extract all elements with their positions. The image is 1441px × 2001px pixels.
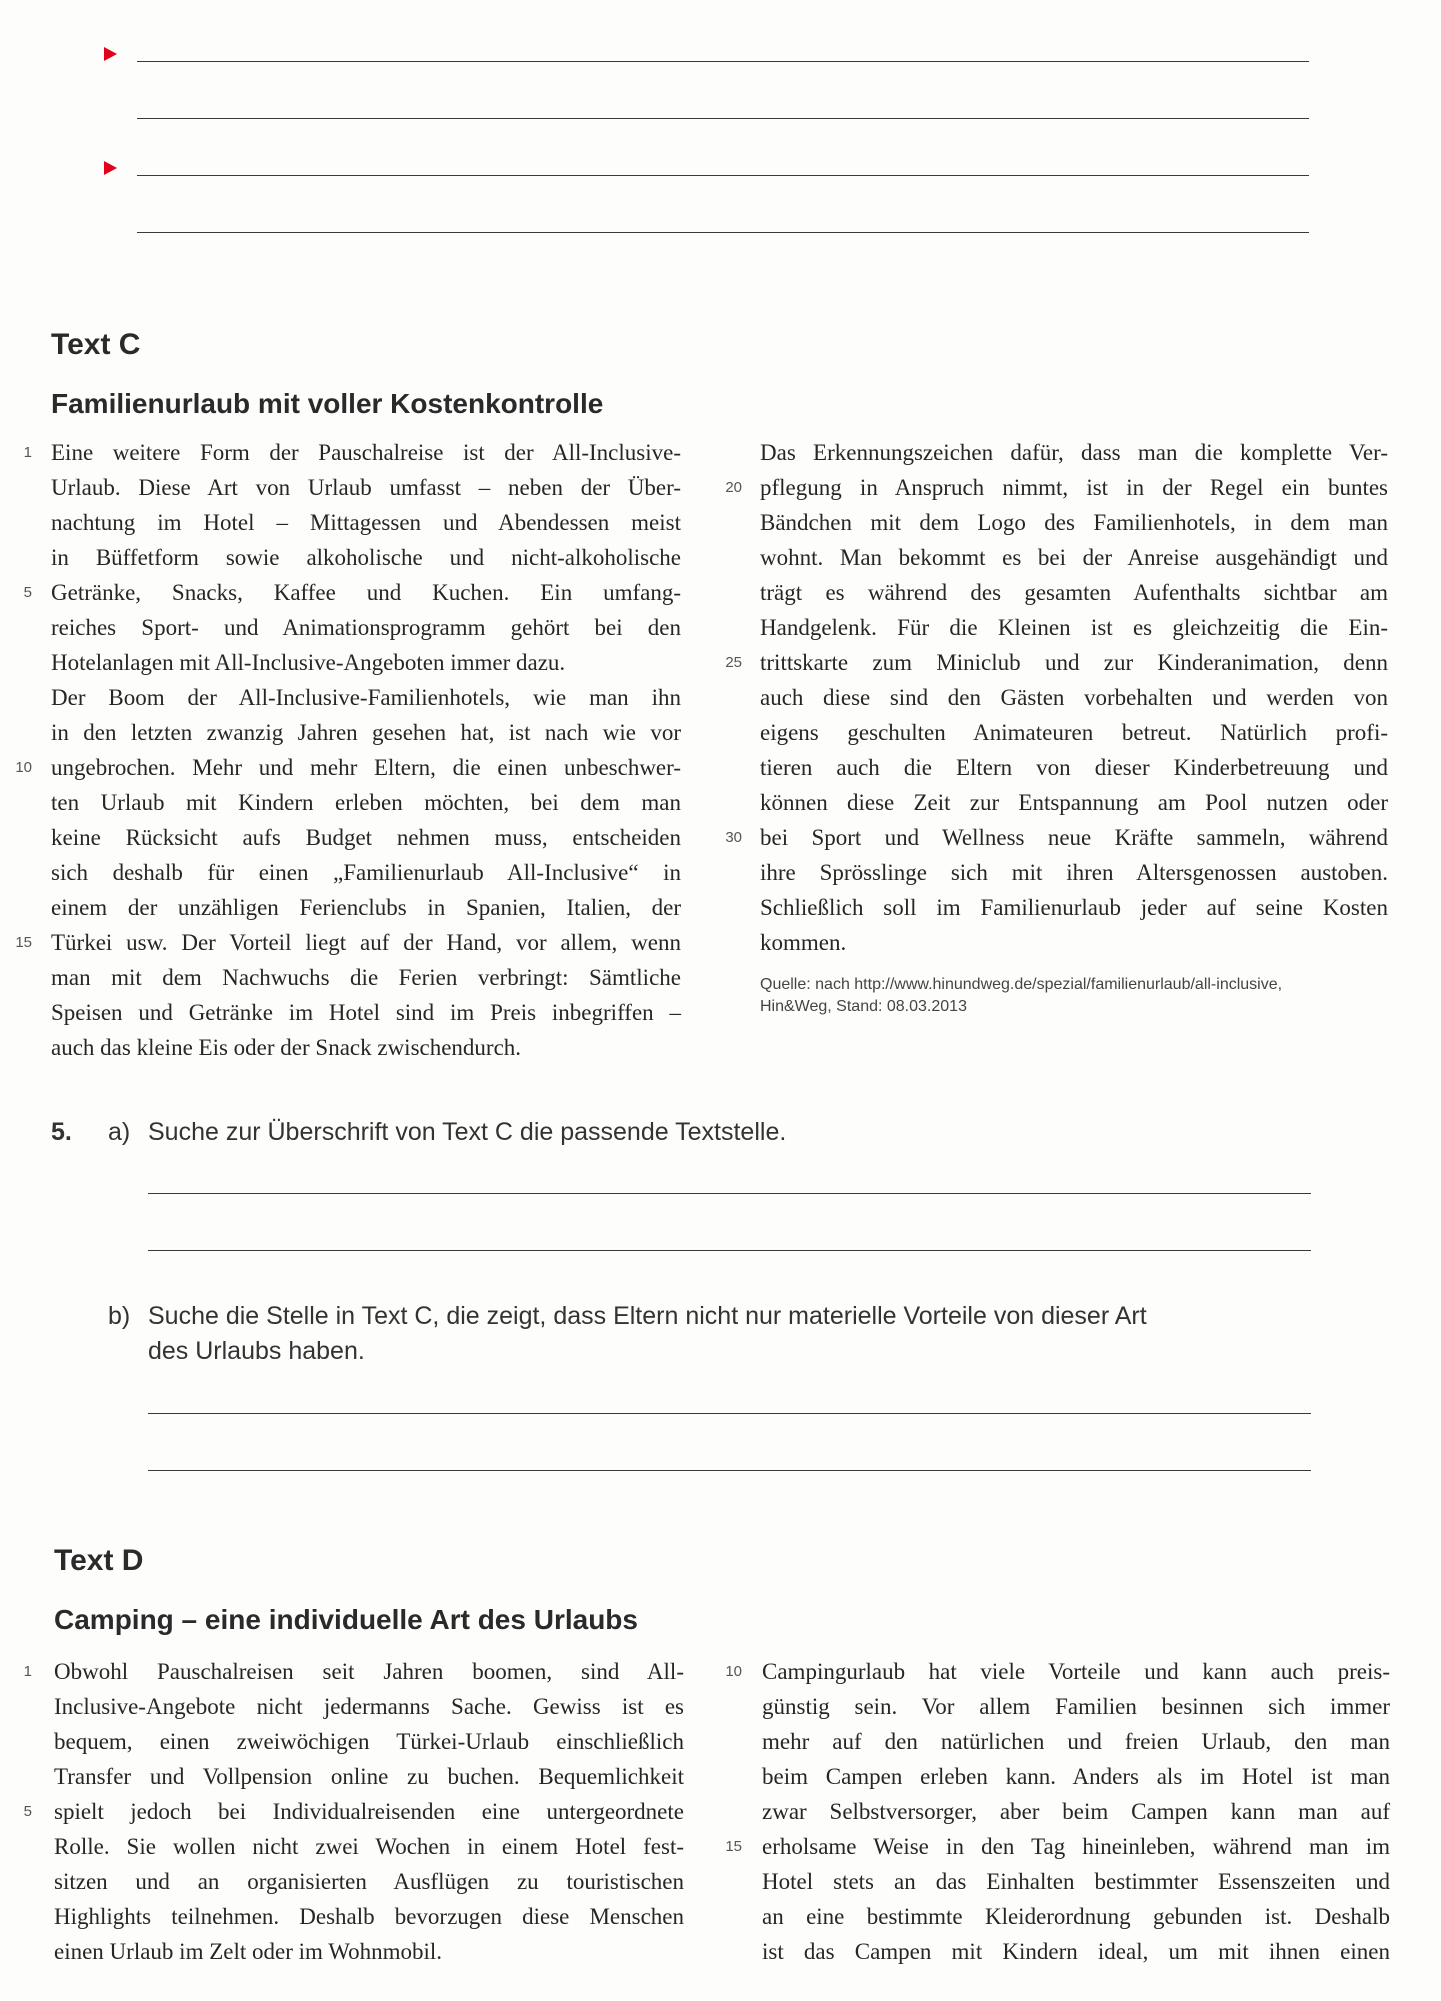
text-line: bequem, einen zweiwöchigen Türkei-Urlaub einschließlich — [54, 1729, 684, 1754]
text-line: Urlaub. Diese Art von Urlaub umfasst – neben der Über- — [51, 475, 681, 500]
line-number: 1 — [23, 444, 32, 461]
line-number: 15 — [725, 1838, 742, 1855]
answer-line[interactable] — [148, 1470, 1311, 1471]
text-line: Highlights teilnehmen. Deshalb bevorzugen diese Menschen — [54, 1904, 684, 1929]
text-line: Speisen und Getränke im Hotel sind im Preis inbegriffen – — [51, 1000, 681, 1025]
text-line: auch diese sind den Gästen vorbehalten und werden von — [760, 685, 1388, 710]
text-line: bei Sport und Wellness neue Kräfte sammeln, während — [760, 825, 1388, 850]
text-line: kommen. — [760, 930, 847, 955]
text-line: Campingurlaub hat viele Vorteile und kann auch preis- — [762, 1659, 1390, 1684]
text-line: an eine bestimmte Kleiderordnung gebunden ist. Deshalb — [762, 1904, 1390, 1929]
text-line: sich deshalb für einen „Familienurlaub All-Inclusive“ in — [51, 860, 681, 885]
text-line: günstig sein. Vor allem Familien besinnen sich immer — [762, 1694, 1390, 1719]
line-number: 5 — [23, 584, 32, 601]
text-line: Rolle. Sie wollen nicht zwei Wochen in einem Hotel fest- — [54, 1834, 684, 1859]
text-c-label: Text C — [51, 328, 141, 361]
text-line: Handgelenk. Für die Kleinen ist es gleichzeitig die Ein- — [760, 615, 1388, 640]
text-line: Inclusive-Angebote nicht jedermanns Sache. Gewiss ist es — [54, 1694, 684, 1719]
text-line: in den letzten zwanzig Jahren gesehen hat, ist nach wie vor — [51, 720, 681, 745]
answer-line[interactable] — [148, 1413, 1311, 1414]
text-line: beim Campen erleben kann. Anders als im Hotel ist man — [762, 1764, 1390, 1789]
answer-line[interactable] — [148, 1250, 1311, 1251]
task-a-text: Suche zur Überschrift von Text C die passende Textstelle. — [148, 1118, 787, 1146]
text-line: Schließlich soll im Familienurlaub jeder auf seine Kosten — [760, 895, 1388, 920]
task-b-label: b) — [108, 1302, 131, 1330]
text-line: ungebrochen. Mehr und mehr Eltern, die einen unbeschwer- — [51, 755, 681, 780]
text-line: ihre Sprösslinge sich mit ihren Altersgenossen austoben. — [760, 860, 1388, 885]
text-line: ten Urlaub mit Kindern erleben möchten, bei dem man — [51, 790, 681, 815]
answer-line[interactable] — [137, 175, 1309, 176]
text-d-label: Text D — [54, 1544, 144, 1577]
text-line: auch das kleine Eis oder der Snack zwischendurch. — [51, 1035, 522, 1060]
line-number: 10 — [725, 1663, 742, 1680]
line-number: 10 — [15, 759, 32, 776]
answer-line[interactable] — [137, 118, 1309, 119]
text-line: mehr auf den natürlichen und freien Urlaub, den man — [762, 1729, 1390, 1754]
text-line: spielt jedoch bei Individualreisenden eine untergeordnete — [54, 1799, 684, 1824]
text-line: Hotelanlagen mit All-Inclusive-Angeboten immer dazu. — [51, 650, 566, 675]
line-number: 1 — [23, 1663, 32, 1680]
text-d-title: Camping – eine individuelle Art des Urlaubs — [54, 1604, 638, 1635]
text-line: Türkei usw. Der Vorteil liegt auf der Hand, vor allem, wenn — [51, 930, 681, 955]
line-number: 20 — [725, 479, 742, 496]
text-line: tieren auch die Eltern von dieser Kinderbetreuung und — [760, 755, 1388, 780]
text-line: Hotel stets an das Einhalten bestimmter Essenszeiten und — [762, 1869, 1390, 1894]
line-number: 30 — [725, 829, 742, 846]
task-b-text-line2: des Urlaubs haben. — [148, 1337, 365, 1365]
task-a-label: a) — [108, 1118, 131, 1146]
text-line: Getränke, Snacks, Kaffee und Kuchen. Ein umfang- — [51, 580, 681, 605]
text-line: einem der unzähligen Ferienclubs in Spanien, Italien, der — [51, 895, 681, 920]
text-line: zwar Selbstversorger, aber beim Campen kann man auf — [762, 1799, 1390, 1824]
text-line: Das Erkennungszeichen dafür, dass man die komplette Ver- — [760, 440, 1388, 465]
text-line: trägt es während des gesamten Aufenthalts sichtbar am — [760, 580, 1388, 605]
task-b-text-line1: Suche die Stelle in Text C, die zeigt, dass Eltern nicht nur materielle Vorteile von dieser Art — [148, 1302, 1147, 1330]
text-line: Obwohl Pauschalreisen seit Jahren boomen, sind All- — [54, 1659, 684, 1684]
line-number: 25 — [725, 654, 742, 671]
text-c-source: Quelle: nach http://www.hinundweg.de/spezial/familienurlaub/all-inclusive, Hin&Weg, Stand: 08.03.2013 — [760, 976, 1283, 1015]
text-line: Der Boom der All-Inclusive-Familienhotels, wie man ihn — [51, 685, 681, 710]
red-arrow-icon — [104, 161, 117, 175]
text-line: trittskarte zum Miniclub und zur Kinderanimation, denn — [760, 650, 1388, 675]
text-line: einen Urlaub im Zelt oder im Wohnmobil. — [54, 1939, 443, 1964]
text-line: Transfer und Vollpension online zu buchen. Bequemlichkeit — [54, 1764, 684, 1789]
answer-line[interactable] — [137, 232, 1309, 233]
text-line: in Büffetform sowie alkoholische und nicht-alkoholische — [51, 545, 681, 570]
task-number: 5. — [51, 1118, 72, 1146]
text-line: Eine weitere Form der Pauschalreise ist der All-Inclusive- — [51, 440, 681, 465]
text-line: eigens geschulten Animateuren betreut. Natürlich profi- — [760, 720, 1388, 745]
text-line: ist das Campen mit Kindern ideal, um mit ihnen einen — [762, 1939, 1390, 1964]
line-number: 5 — [23, 1803, 32, 1820]
text-line: keine Rücksicht aufs Budget nehmen muss, entscheiden — [51, 825, 681, 850]
text-c-title: Familienurlaub mit voller Kostenkontrolle — [51, 388, 604, 419]
text-line: können diese Zeit zur Entspannung am Pool nutzen oder — [760, 790, 1388, 815]
text-line: sitzen und an organisierten Ausflügen zu touristischen — [54, 1869, 684, 1894]
text-line: wohnt. Man bekommt es bei der Anreise ausgehändigt und — [760, 545, 1388, 570]
text-line: erholsame Weise in den Tag hineinleben, während man im — [762, 1834, 1390, 1859]
text-line: Bändchen mit dem Logo des Familienhotels, in dem man — [760, 510, 1388, 535]
answer-line[interactable] — [137, 61, 1309, 62]
line-number: 15 — [15, 934, 32, 951]
text-line: reiches Sport- und Animationsprogramm gehört bei den — [51, 615, 681, 640]
text-line: pflegung in Anspruch nimmt, ist in der Regel ein buntes — [760, 475, 1388, 500]
answer-line[interactable] — [148, 1193, 1311, 1194]
text-line: man mit dem Nachwuchs die Ferien verbringt: Sämtliche — [51, 965, 681, 990]
red-arrow-icon — [104, 47, 117, 61]
text-line: nachtung im Hotel – Mittagessen und Abendessen meist — [51, 510, 681, 535]
